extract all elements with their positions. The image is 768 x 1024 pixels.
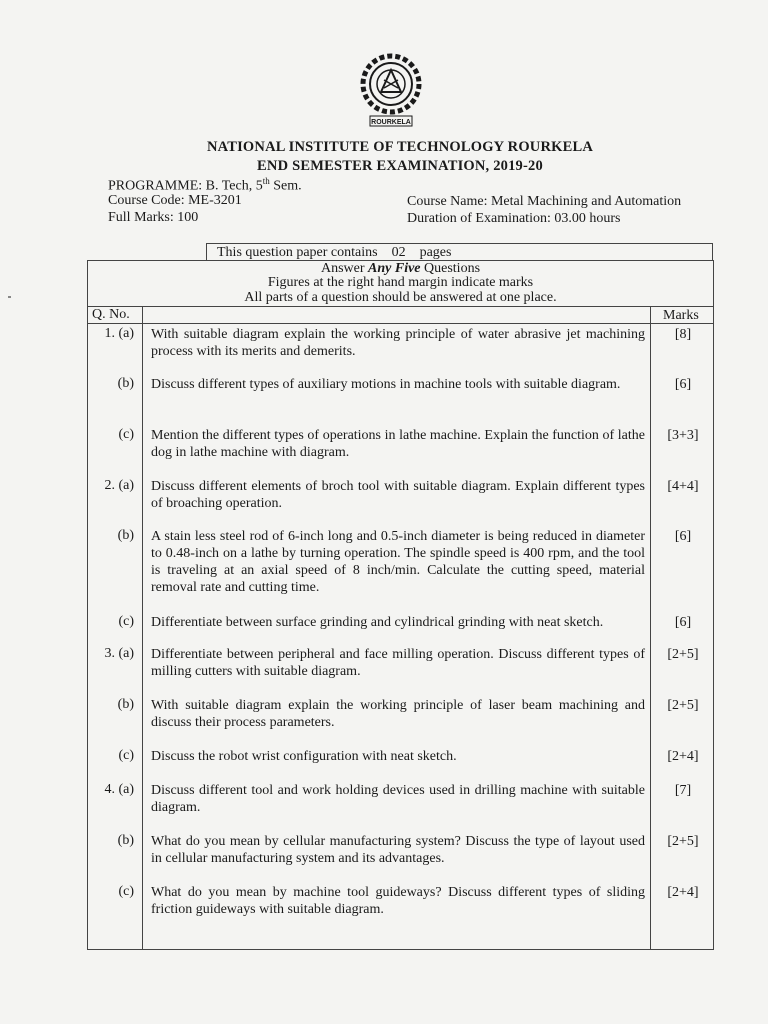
- question-marks: [7]: [674, 783, 692, 798]
- instruction-1-pre: Answer: [320, 261, 369, 276]
- qno-header: Q. No.: [92, 307, 130, 322]
- question-marks: [2+4]: [667, 749, 699, 764]
- duration: Duration of Examination: 03.00 hours: [407, 211, 621, 226]
- question-text: A stain less steel rod of 6-inch long and 0.5-inch diameter is being reduced in diameter to 0.48-inch on a lathe by turning operation. The spindle speed is 400 rpm, and the tool is traveling at an axial speed of 8 inch/min. Calculate the cutting speed, material removal rate and cutting time.: [151, 529, 645, 595]
- question-text: Differentiate between surface grinding and cylindrical grinding with neat sketch.: [151, 615, 604, 630]
- programme-prefix: PROGRAMME: B. Tech, 5: [108, 178, 263, 194]
- programme-suffix: Sem.: [269, 178, 302, 194]
- question-marks: [8]: [674, 327, 692, 342]
- question-marks: [6]: [674, 615, 692, 630]
- instruction-1-em: Any Five: [368, 261, 421, 276]
- question-number: 2. (a): [104, 478, 134, 493]
- logo-text: ROURKELA: [371, 119, 411, 126]
- course-name: Course Name: Metal Machining and Automation: [407, 194, 682, 209]
- question-marks: [2+4]: [667, 885, 699, 900]
- question-text: Mention the different types of operations in lathe machine. Explain the function of lathe dog in lathe machine with diagram.: [151, 428, 645, 460]
- question-number: (b): [117, 697, 134, 712]
- institute-name: NATIONAL INSTITUTE OF TECHNOLOGY ROURKELA: [206, 139, 594, 155]
- full-marks: Full Marks: 100: [108, 210, 199, 225]
- question-number: 4. (a): [104, 782, 134, 797]
- question-marks: [2+5]: [667, 647, 699, 662]
- question-text: What do you mean by machine tool guideways? Discuss different types of sliding friction guideways with suitable diagram.: [151, 885, 645, 917]
- question-text: Discuss different tool and work holding devices used in drilling machine with suitable diagram.: [151, 783, 645, 815]
- question-marks: [2+5]: [667, 698, 699, 713]
- pages-note-text: This question paper contains 02 pages: [217, 245, 452, 260]
- question-number: (c): [118, 427, 134, 442]
- question-number: (b): [117, 833, 134, 848]
- question-number: 3. (a): [104, 646, 134, 661]
- course-code: Course Code: ME-3201: [108, 193, 242, 208]
- question-text: Discuss the robot wrist configuration with neat sketch.: [151, 749, 457, 764]
- qno-column-divider: [142, 306, 143, 950]
- question-marks: [4+4]: [667, 479, 699, 494]
- question-number: 1. (a): [104, 326, 134, 341]
- instruction-line-3: All parts of a question should be answered at one place.: [244, 290, 557, 305]
- question-number: (c): [118, 884, 134, 899]
- question-number: (c): [118, 748, 134, 763]
- programme-sup: th: [262, 176, 270, 186]
- question-text: With suitable diagram explain the working principle of laser beam machining and discuss their process parameters.: [151, 698, 645, 730]
- programme: [108, 176, 302, 195]
- question-text: Discuss different types of auxiliary motions in machine tools with suitable diagram.: [151, 377, 621, 392]
- pages-note: [206, 243, 713, 260]
- nit-rourkela-logo: [356, 52, 426, 132]
- instruction-1-post: Questions: [420, 261, 481, 276]
- column-header-divider: [87, 323, 714, 324]
- question-number: (c): [118, 614, 134, 629]
- instruction-line-2: Figures at the right hand margin indicate marks: [267, 275, 534, 290]
- question-marks: [6]: [674, 529, 692, 544]
- scan-speck: [8, 296, 11, 298]
- question-number: (b): [117, 528, 134, 543]
- question-text: With suitable diagram explain the working principle of water abrasive jet machining process with its merits and demerits.: [151, 327, 645, 359]
- question-text: What do you mean by cellular manufacturing system? Discuss the type of layout used in cellular manufacturing system and its advantages.: [151, 834, 645, 866]
- marks-header: Marks: [663, 308, 699, 323]
- header-divider: [87, 306, 714, 307]
- question-marks: [2+5]: [667, 834, 699, 849]
- marks-column-divider: [650, 306, 651, 950]
- question-marks: [3+3]: [667, 428, 699, 443]
- question-marks: [6]: [674, 377, 692, 392]
- question-text: Differentiate between peripheral and face milling operation. Discuss different types of milling cutters with suitable diagram.: [151, 647, 645, 679]
- exam-title: END SEMESTER EXAMINATION, 2019-20: [257, 158, 543, 174]
- question-number: (b): [117, 376, 134, 391]
- question-text: Discuss different elements of broch tool with suitable diagram. Explain different types of broaching operation.: [151, 479, 645, 511]
